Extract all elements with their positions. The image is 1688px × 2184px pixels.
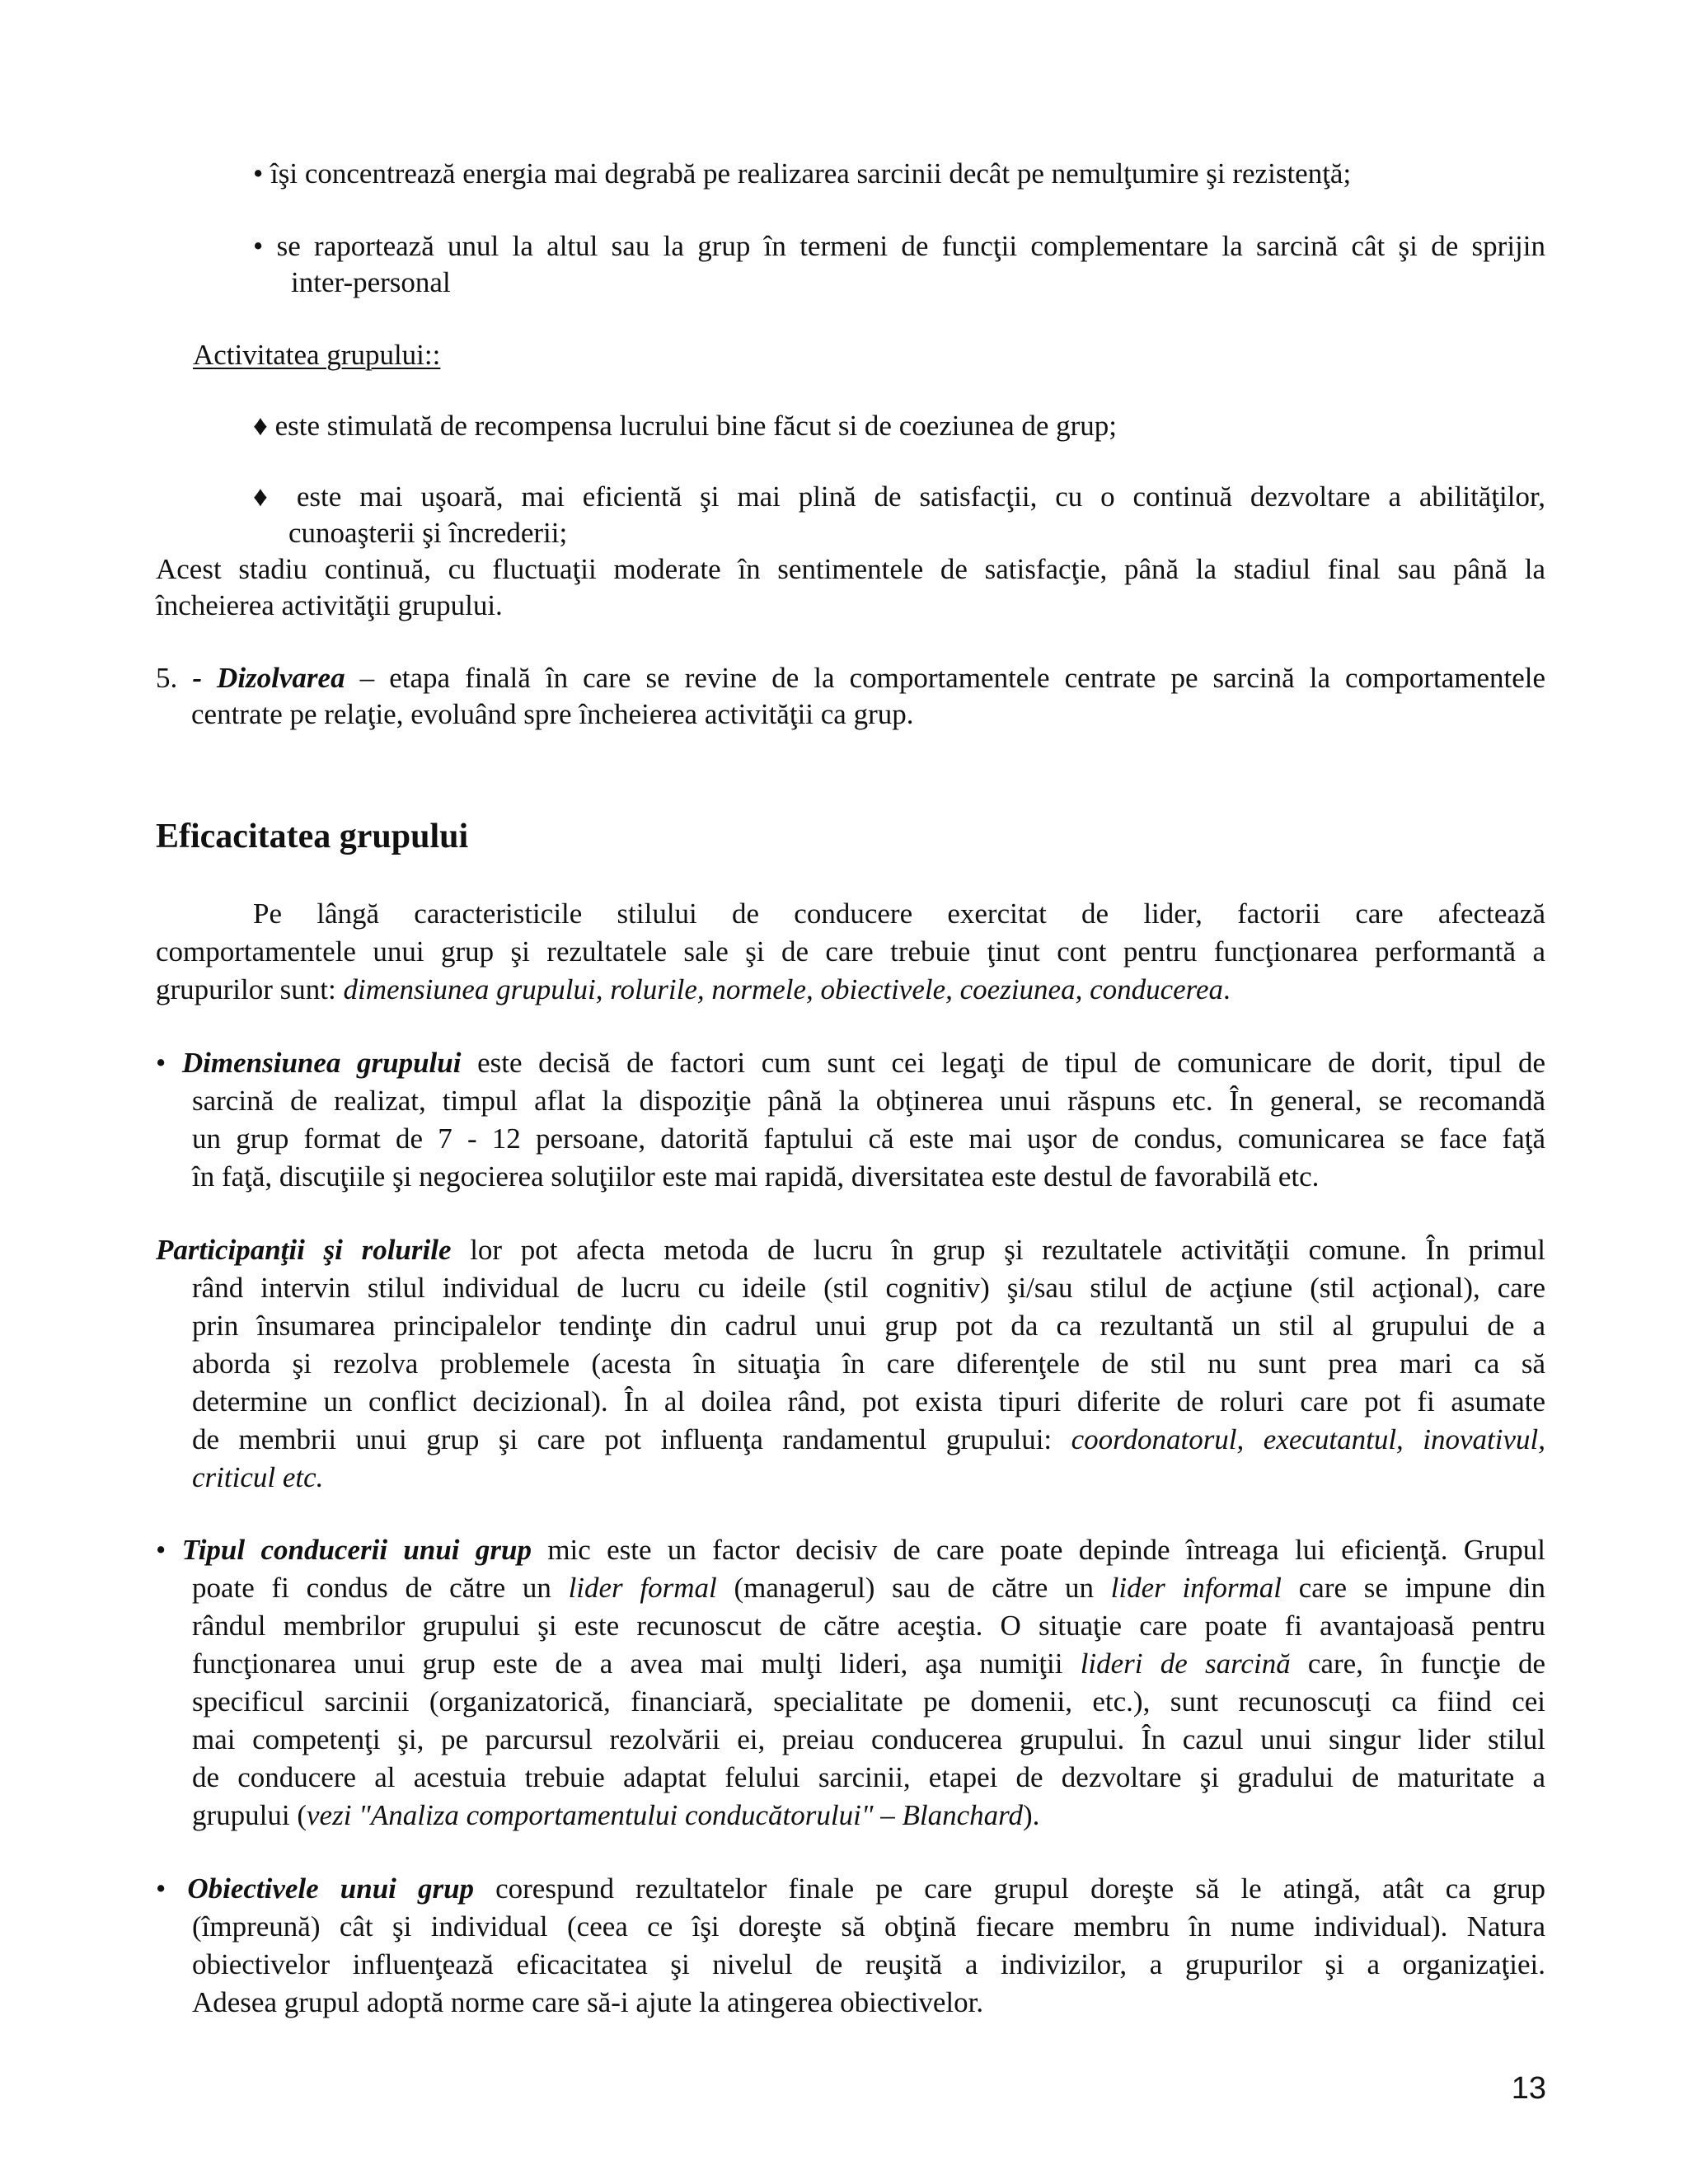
- tipul-line-4: [192, 1645, 1545, 1683]
- tipul-line-2: [192, 1569, 1545, 1607]
- bullet-item-relation: [253, 227, 1545, 265]
- section-heading: Eficacitatea grupului: [156, 818, 469, 855]
- participantii-line-4: aborda şi rezolva problemele (acesta în situaţia în care diferenţele de stil nu sunt prea mari ca să: [192, 1347, 1545, 1380]
- stage-number: 5.: [156, 662, 178, 694]
- intro-line-2: comportamentele unui grup şi rezultatele sale şi de care trebuie ţinut cont pentru funcţionarea performantă a: [156, 935, 1545, 968]
- obiectivele-term: Obiectivele unui grup: [187, 1872, 475, 1905]
- obiectivele-text: corespund rezultatelor finale pe care grupul doreşte să le atingă, atât ca grup: [474, 1872, 1546, 1905]
- intro-line-3: [156, 971, 1231, 1008]
- participantii-text: lor pot afecta metoda de lucru în grup şi rezultatele activităţii comune. În primul: [451, 1234, 1545, 1266]
- tipul-text: (managerul) sau de către un: [716, 1572, 1111, 1604]
- participantii-line-1: [156, 1231, 1545, 1269]
- tipul-text: funcţionarea unui grup este de a avea mai mulţi lideri, aşa numiţii: [192, 1647, 1081, 1680]
- bullet-marker: •: [156, 1872, 166, 1905]
- bullet-text-continuation: inter-personal: [291, 266, 451, 298]
- dimensiunea-line-2: sarcină de realizat, timpul aflat la dispoziţie până la obţinerea unui răspuns etc. În general, se recomandă: [192, 1085, 1545, 1117]
- dimensiunea-line-1: [156, 1044, 1545, 1082]
- tipul-line-5: specificul sarcinii (organizatorică, financiară, specialitate pe domenii, etc.), sunt recunoscuţi ca fiind cei: [192, 1685, 1545, 1718]
- tipul-text: care se impune din: [1282, 1572, 1545, 1604]
- obiectivele-line-4: Adesea grupul adoptă norme care să-i ajute la atingerea obiectivelor.: [192, 1986, 984, 2018]
- bullet-marker: •: [156, 1047, 166, 1079]
- lideri-de-sarcina: lideri de sarcină: [1080, 1647, 1291, 1680]
- bullet-text: îşi concentrează energia mai degrabă pe realizarea sarcinii decât pe nemulţumire şi rezistenţă;: [270, 157, 1352, 190]
- tipul-text: grupului (: [192, 1799, 307, 1831]
- obiectivele-line-1: [156, 1870, 1545, 1908]
- tipul-line-6: mai competenţi şi, pe parcursul rezolvării ei, preiau conducerea grupului. În cazul unui singur lider stilul: [192, 1723, 1545, 1755]
- page-number: 13: [1511, 2071, 1546, 2106]
- tipul-text: poate fi condus de către un: [192, 1572, 569, 1604]
- diamond-item-text: este stimulată de recompensa lucrului bine făcut si de coeziunea de grup;: [274, 410, 1118, 442]
- bullet-marker: •: [156, 1534, 166, 1566]
- stage-5-continuation: centrate pe relaţie, evoluând spre încheierea activităţii ca grup.: [191, 698, 914, 730]
- participantii-roles-end: criticul etc.: [192, 1461, 324, 1493]
- tipul-text: care, în funcţie de: [1290, 1647, 1545, 1680]
- participantii-line-2: rând intervin stilul individual de lucru cu ideile (stil cognitiv) şi/sau stilul de acţiune (stil acţional), care: [192, 1272, 1545, 1304]
- participantii-line-5: determine un conflict decizional). În al doilea rând, pot exista tipuri diferite de roluri care pot fi asumate: [192, 1385, 1545, 1418]
- stage-text: – etapa finală în care se revine de la comportamentele centrate pe sarcină la comportamentele: [345, 662, 1546, 694]
- participantii-roles: coordonatorul, executantul, inovativul,: [1071, 1423, 1545, 1455]
- lider-formal: lider formal: [568, 1572, 717, 1604]
- tipul-term: Tipul conducerii unui grup: [181, 1534, 532, 1566]
- tipul-line-3: rândul membrilor grupului şi este recunoscut de către aceştia. O situaţie care poate fi avantajoasă pentru: [192, 1610, 1545, 1642]
- participantii-term: Participanţii şi rolurile: [156, 1234, 452, 1266]
- tipul-line-8: [192, 1797, 1039, 1834]
- participantii-line-7: [192, 1459, 323, 1496]
- diamond-marker: ♦: [253, 410, 268, 442]
- participantii-line-6: [192, 1421, 1545, 1459]
- diamond-marker: ♦: [253, 480, 279, 513]
- stage-term: - Dizolvarea: [192, 662, 345, 694]
- tipul-line-7: de conducere al acestuia trebuie adaptat felului sarcinii, etapei de dezvoltare şi gradului de maturitate a: [192, 1761, 1545, 1793]
- activity-label: Activitatea grupului::: [193, 339, 441, 371]
- bullet-item-energy: [253, 155, 1351, 192]
- diamond-item-text: este mai uşoară, mai eficientă şi mai plină de satisfacţii, cu o continuă dezvoltare a abilităţilor,: [296, 480, 1546, 513]
- bullet-text: se raportează unul la altul sau la grup în termeni de funcţii complementare la sarcină cât şi de sprijin: [276, 230, 1545, 262]
- stage-paragraph-line-1: Acest stadiu continuă, cu fluctuaţii moderate în sentimentele de satisfacţie, până la stadiul final sau până la: [156, 553, 1545, 585]
- stage-5-dizolvarea: [156, 659, 1545, 697]
- tipul-text: ).: [1022, 1799, 1040, 1831]
- bullet-marker: •: [253, 157, 264, 190]
- participantii-line-3: prin însumarea principalelor tendinţe din cadrul unui grup pot da ca rezultantă un stil al grupului de a: [192, 1310, 1545, 1342]
- dimensiunea-line-3: un grup format de 7 - 12 persoane, datorită faptului că este mai uşor de condus, comunicarea se face faţă: [192, 1122, 1545, 1155]
- tipul-text: mic este un factor decisiv de care poate depinde întreaga lui eficienţă. Grupul: [531, 1534, 1545, 1566]
- blanchard-reference: vezi "Analiza comportamentului conducătorului" – Blanchard: [307, 1799, 1023, 1831]
- intro-end: .: [1223, 973, 1231, 1005]
- diamond-item-continuation: cunoaşterii şi încrederii;: [288, 517, 568, 549]
- intro-factors-list: dimensiunea grupului, rolurile, normele, obiectivele, coeziunea, conducerea: [343, 973, 1224, 1005]
- stage-paragraph-line-2: încheierea activităţii grupului.: [156, 589, 503, 621]
- dimensiunea-line-4: în faţă, discuţiile şi negocierea soluţiilor este mai rapidă, diversitatea este destul de favorabilă etc.: [192, 1160, 1320, 1193]
- obiectivele-line-3: obiectivelor influenţează eficacitatea şi nivelul de reuşită a indivizilor, a grupurilor şi a organizaţiei.: [192, 1948, 1545, 1980]
- obiectivele-line-2: (împreună) cât şi individual (ceea ce îşi doreşte să obţină fiecare membru în nume individual). Natura: [192, 1910, 1545, 1943]
- lider-informal: lider informal: [1110, 1572, 1282, 1604]
- diamond-item-easier: [253, 478, 1545, 516]
- diamond-item-stimulated: [253, 407, 1117, 444]
- tipul-line-1: [156, 1531, 1545, 1569]
- dimensiunea-text: este decisă de factori cum sunt cei legaţi de tipul de comunicare de dorit, tipul de: [461, 1047, 1546, 1079]
- bullet-marker: •: [253, 230, 264, 262]
- participantii-text: de membrii unui grup şi care pot influenţa randamentul grupului:: [192, 1423, 1071, 1455]
- dimensiunea-term: Dimensiunea grupului: [181, 1047, 462, 1079]
- intro-text: grupurilor sunt:: [156, 973, 344, 1005]
- intro-line-1: Pe lângă caracteristicile stilului de conducere exercitat de lider, factorii care afectează: [253, 898, 1545, 930]
